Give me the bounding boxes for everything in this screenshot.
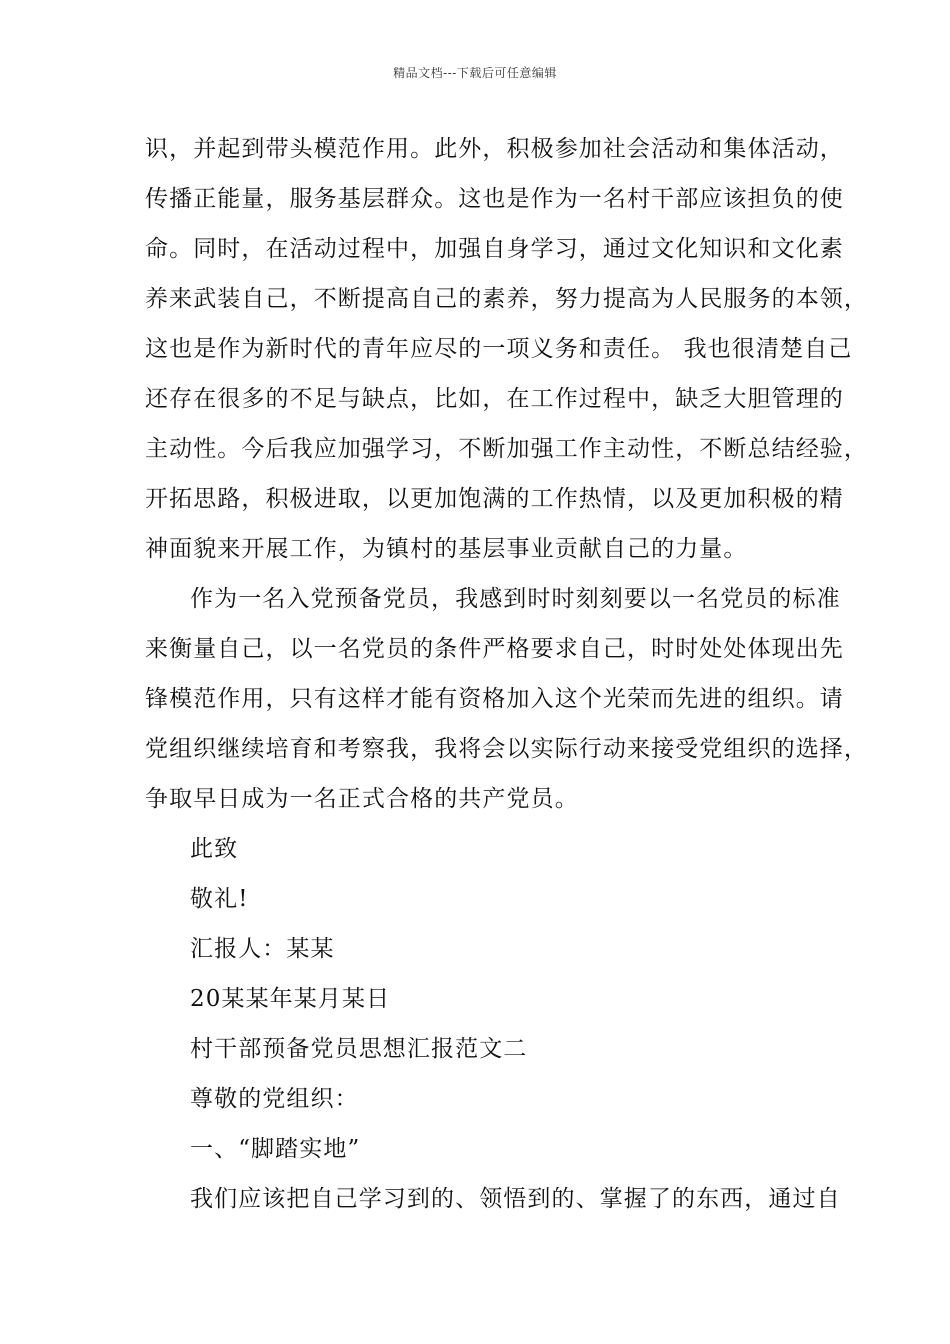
greeting: 尊敬的党组织：: [190, 1086, 359, 1112]
paragraph-start-line: 我们应该把自己学习到的、领悟到的、掌握了的东西，通过自: [190, 1186, 841, 1212]
closing-salutation: 此致: [190, 836, 239, 862]
section-heading: 一、“脚踏实地”: [190, 1136, 361, 1162]
body-line: 养来武装自己，不断提高自己的素养，努力提高为人民服务的本领，: [145, 286, 868, 312]
body-line: 命。同时，在活动过程中，加强自身学习，通过文化知识和文化素: [145, 236, 844, 262]
body-line: 这也是作为新时代的青年应尽的一项义务和责任。 我也很清楚自己: [145, 336, 853, 362]
body-line: 党组织继续培育和考察我，我将会以实际行动来接受党组织的选择，: [145, 736, 868, 762]
body-line: 传播正能量，服务基层群众。这也是作为一名村干部应该担负的使: [145, 186, 844, 212]
report-date: 20某某年某月某日: [190, 986, 391, 1012]
body-line: 来衡量自己，以一名党员的条件严格要求自己，时时处处体现出先: [145, 636, 844, 662]
closing-regards: 敬礼!: [190, 886, 249, 912]
body-line: 争取早日成为一名正式合格的共产党员。: [145, 786, 579, 812]
body-line: 锋模范作用，只有这样才能有资格加入这个光荣而先进的组织。请: [145, 686, 844, 712]
paragraph-start-line: 作为一名入党预备党员，我感到时时刻刻要以一名党员的标准: [190, 586, 841, 612]
body-line: 还存在很多的不足与缺点，比如，在工作过程中，缺乏大胆管理的: [145, 386, 844, 412]
body-line: 神面貌来开展工作，为镇村的基层事业贡献自己的力量。: [145, 536, 748, 562]
body-line: 识，并起到带头模范作用。此外，积极参加社会活动和集体活动，: [145, 136, 844, 162]
body-line: 主动性。今后我应加强学习，不断加强工作主动性，不断总结经验，: [145, 436, 868, 462]
page-header: 精品文档---下载后可任意编辑: [393, 66, 557, 80]
reporter-name: 汇报人：某某: [190, 936, 335, 962]
section-title: 村干部预备党员思想汇报范文二: [190, 1036, 528, 1062]
body-line: 开拓思路，积极进取，以更加饱满的工作热情，以及更加积极的精: [145, 486, 844, 512]
